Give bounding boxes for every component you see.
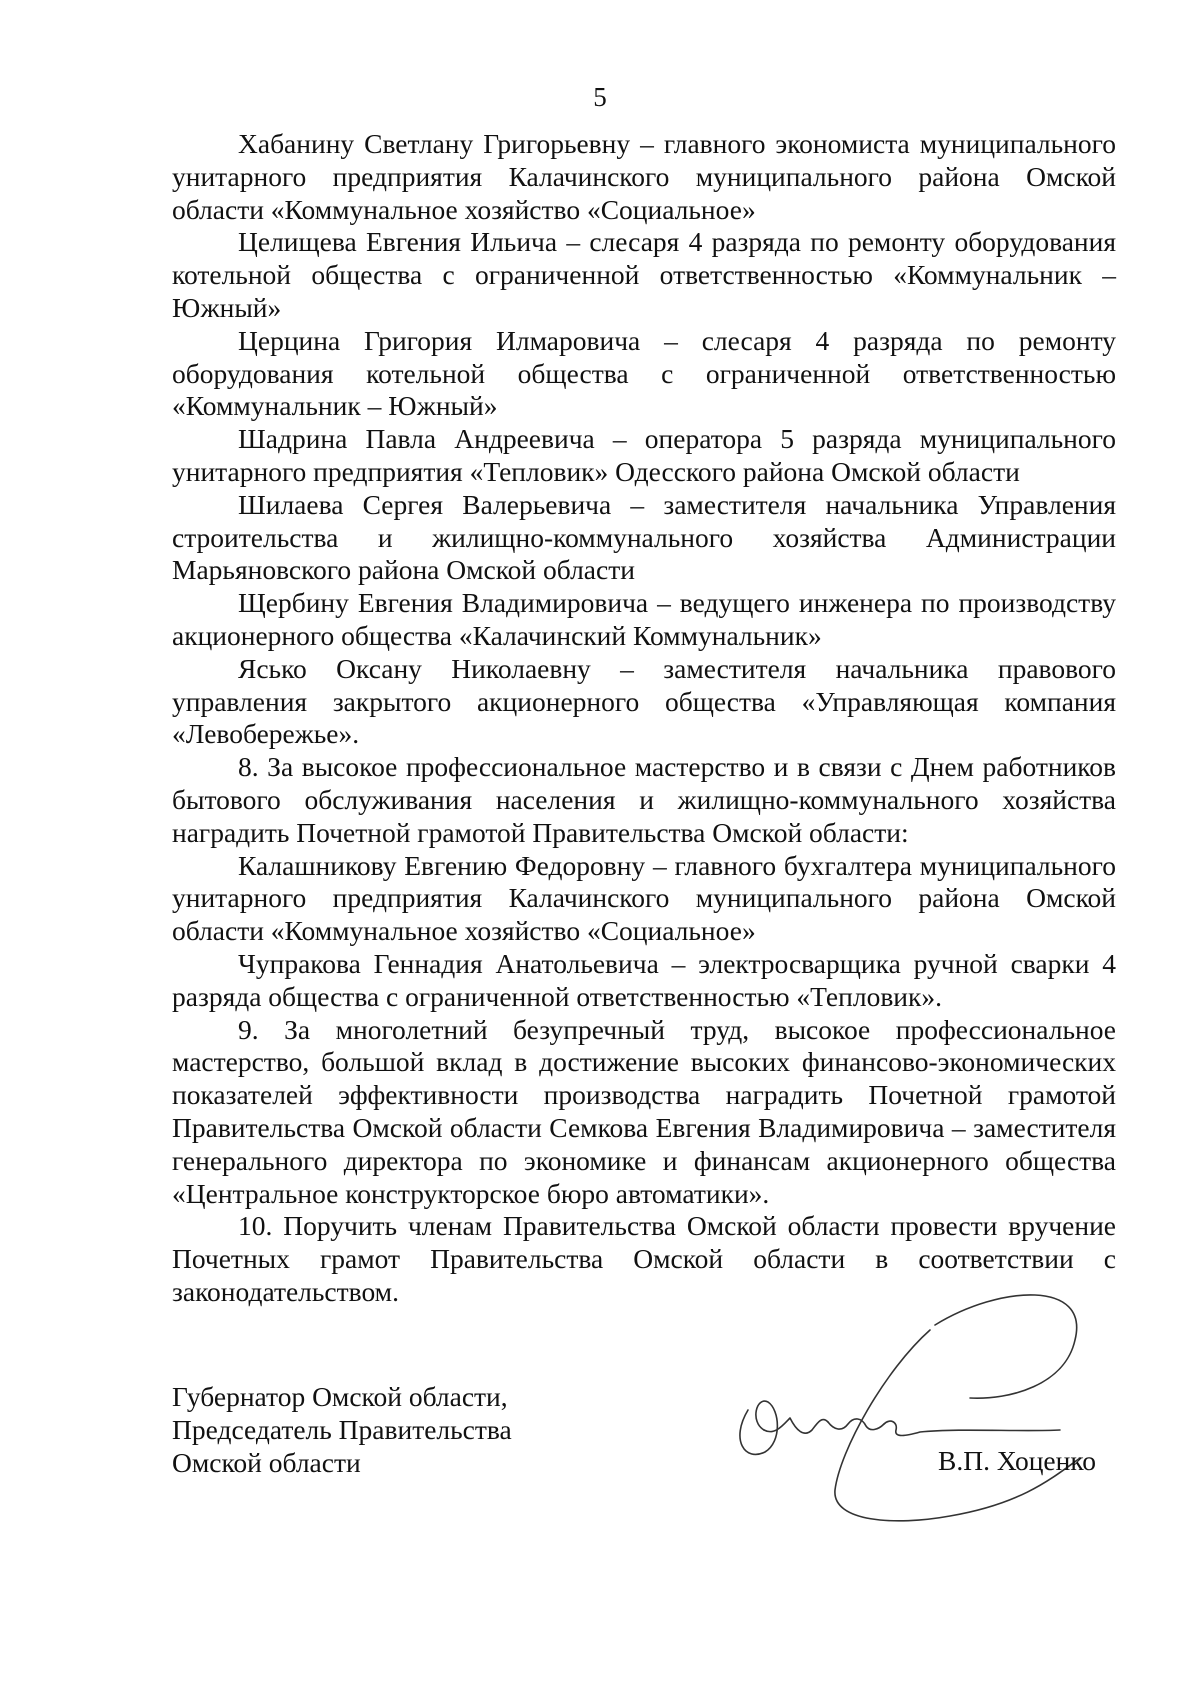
paragraph-tsertsin: Церцина Григория Илмаровича – слесаря 4 разряда по ремонту оборудования котельной общества с ограниченной ответственностью «Коммунальник – Южный» bbox=[172, 324, 1116, 422]
document-body bbox=[172, 128, 1116, 1309]
paragraph-yasko: Ясько Оксану Николаевну – заместителя начальника правового управления закрытого акционерного общества «Управляющая компания «Левобережье». bbox=[172, 652, 1116, 750]
signatory-title-line-3: Омской области bbox=[172, 1447, 361, 1478]
signatory-title-line-2: Председатель Правительства bbox=[172, 1414, 512, 1445]
paragraph-shadrin: Шадрина Павла Андреевича – оператора 5 разряда муниципального унитарного предприятия «Тепловик» Одесского района Омской области bbox=[172, 423, 1116, 487]
signer-name: В.П. Хоценко bbox=[938, 1445, 1097, 1476]
paragraph-chuprakov: Чупракова Геннадия Анатольевича – электросварщика ручной сварки 4 разряда общества с ограниченной ответственностью «Тепловик». bbox=[172, 947, 1116, 1012]
signatory-title-line-1: Губернатор Омской области, bbox=[172, 1381, 508, 1412]
paragraph-shcherbina: Щербину Евгения Владимировича – ведущего инженера по производству акционерного общества «Калачинский Коммунальник» bbox=[172, 587, 1116, 651]
paragraph-khabanina: Хабанину Светлану Григорьевну – главного экономиста муниципального унитарного предприятия Калачинского муниципального района Омской области «Коммунальное хозяйство «Социальное» bbox=[172, 128, 1116, 225]
paragraph-kalashnikova: Калашникову Евгению Федоровну – главного бухгалтера муниципального унитарного предприятия Калачинского муниципального района Омской области «Коммунальное хозяйство «Социальное» bbox=[172, 849, 1116, 947]
paragraph-tselishchev: Целищева Евгения Ильича – слесаря 4 разряда по ремонту оборудования котельной общества с ограниченной ответственностью «Коммунальник – Южный» bbox=[172, 226, 1116, 323]
paragraph-item-10: 10. Поручить членам Правительства Омской области провести вручение Почетных грамот Правительства Омской области в соответствии с законодательством. bbox=[172, 1210, 1116, 1307]
signatory-title bbox=[172, 1380, 512, 1479]
page-number: 5 bbox=[593, 82, 607, 112]
paragraph-shilaev: Шилаева Сергея Валерьевича – заместителя начальника Управления строительства и жилищно-коммунального хозяйства Администрации Марьяновского района Омской области bbox=[172, 488, 1116, 586]
handwritten-signature bbox=[720, 1290, 1100, 1530]
paragraph-item-8: 8. За высокое профессиональное мастерство и в связи с Днем работников бытового обслуживания населения и жилищно-коммунального хозяйства наградить Почетной грамотой Правительства Омской области: bbox=[172, 751, 1116, 848]
paragraph-item-9: 9. За многолетний безупречный труд, высокое профессиональное мастерство, большой вклад в достижение высоких финансово-экономических показателей эффективности производства наградить Почетной грамотой Правительства Омской области Семкова Евгения Владимировича – заместителя генерального директора по экономике и финансам акционерного общества «Центральное конструкторское бюро автоматики». bbox=[172, 1013, 1116, 1209]
